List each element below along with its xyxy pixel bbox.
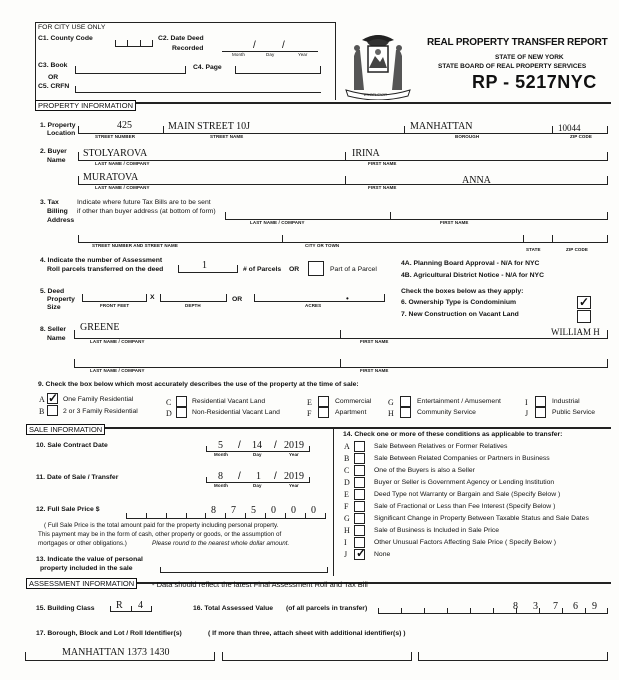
tax-city-caption: CITY OR TOWN: [305, 243, 340, 248]
cond-letter-h: H: [344, 526, 350, 535]
use-letter-j: J: [525, 409, 529, 418]
street-name-caption: STREET NAME: [210, 134, 244, 139]
tax-note-2: if other than buyer address (at bottom of form): [77, 208, 216, 215]
front-feet-caption: FRONT FEET: [100, 303, 130, 308]
form-number: RP - 5217NYC: [472, 72, 597, 92]
use-i-text: Industrial: [552, 398, 580, 405]
assessed-digit-2[interactable]: 3: [533, 601, 538, 612]
buyer1-first-name[interactable]: IRINA: [352, 148, 380, 159]
board-name: STATE BOARD OF REAL PROPERTY SERVICES: [438, 63, 587, 70]
street-number-caption: STREET NUMBER: [95, 134, 136, 139]
price-digit-3[interactable]: 5: [251, 505, 256, 516]
use-j-text: Public Service: [552, 409, 596, 416]
c2-year: Year: [298, 52, 308, 57]
acres-caption: ACRES: [305, 303, 322, 308]
price-digit-2[interactable]: 7: [231, 505, 236, 516]
cond-letter-f: F: [344, 502, 349, 511]
cond-letter-b: B: [344, 454, 350, 463]
assessed-digit-3[interactable]: 7: [553, 601, 558, 612]
tax-state-caption: STATE: [526, 247, 541, 252]
item-17-note: ( If more than three, attach sheet with additional identifier(s) ): [208, 630, 406, 637]
c2-label: C2. Date Deed: [158, 35, 204, 42]
x-text: X: [150, 294, 155, 301]
use-f-text: Apartment: [335, 409, 367, 416]
price-digit-5[interactable]: 0: [291, 505, 296, 516]
item-6: 6. Ownership Type is Condominium: [401, 299, 517, 306]
tax-last-caption: LAST NAME / COMPANY: [250, 220, 305, 225]
price-note-4: Please round to the nearest whole dollar amount.: [152, 540, 290, 547]
seal-motto: EXCELSIOR: [364, 92, 387, 97]
cond-letter-c: C: [344, 466, 350, 475]
buyer2-last-caption: LAST NAME / COMPANY: [95, 185, 150, 190]
price-digit-1[interactable]: 8: [211, 505, 216, 516]
acres-dot: •: [346, 294, 349, 303]
use-letter-g: G: [388, 398, 394, 407]
cond-j-text: None: [374, 551, 391, 558]
buyer1-last-caption: LAST NAME / COMPANY: [95, 161, 150, 166]
item-7: 7. New Construction on Vacant Land: [401, 311, 519, 318]
c5-label: C5. CRFN: [38, 83, 70, 90]
assessed-digit-4[interactable]: 6: [573, 601, 578, 612]
tax-label-2: Billing: [47, 208, 68, 215]
use-e-text: Commercial: [335, 398, 372, 405]
tax-note-1: Indicate where future Tax Bills are to be sent: [77, 199, 211, 206]
property-info-title: PROPERTY INFORMATION: [35, 100, 136, 111]
contract-month-caption: Month: [214, 452, 228, 457]
cond-e-checkbox[interactable]: [354, 489, 365, 500]
assess-label: 4. Indicate the number of Assessment: [40, 257, 163, 264]
use-letter-d: D: [166, 409, 172, 418]
or-label: OR: [48, 74, 59, 81]
state-name: STATE OF NEW YORK: [495, 54, 564, 61]
borough-caption: BOROUGH: [455, 134, 480, 139]
tax-label: 3. Tax: [40, 199, 59, 206]
personal-label-2: property included in the sale: [40, 565, 133, 572]
price-digit-6[interactable]: 0: [311, 505, 316, 516]
building-class-1[interactable]: R: [116, 600, 123, 611]
buyer2-first-name[interactable]: ANNA: [462, 175, 491, 186]
seller-first-caption: FIRST NAME: [360, 339, 389, 344]
cond-g-checkbox[interactable]: [354, 513, 365, 524]
cond-h-checkbox[interactable]: [354, 525, 365, 536]
slash-2: /: [282, 40, 285, 51]
street-number[interactable]: 425: [117, 120, 132, 131]
use-d-text: Non-Residential Vacant Land: [192, 409, 280, 416]
transfer-month[interactable]: 8: [218, 471, 223, 482]
deed-label-2: Property: [47, 296, 75, 303]
use-a-check-icon: ✓: [48, 391, 59, 405]
tax-label-3: Address: [47, 217, 75, 224]
cond-c-checkbox[interactable]: [354, 465, 365, 476]
use-i-checkbox[interactable]: [535, 396, 546, 407]
note-4a: 4A. Planning Board Approval - N/A for NYC: [401, 260, 540, 267]
cond-letter-g: G: [344, 514, 350, 523]
zip-caption: ZIP CODE: [570, 134, 592, 139]
assessed-digit-5[interactable]: 9: [592, 601, 597, 612]
c4-label: C4. Page: [193, 64, 222, 71]
use-e-checkbox[interactable]: [318, 396, 329, 407]
seller-label: 8. Seller: [40, 326, 67, 333]
use-letter-e: E: [307, 398, 312, 407]
cond-a-checkbox[interactable]: [354, 441, 365, 452]
assess-label-2: Roll parcels transferred on the deed: [47, 266, 164, 273]
cond-letter-j: J: [344, 550, 348, 559]
contract-year[interactable]: 2019: [284, 440, 304, 451]
cond-f-checkbox[interactable]: [354, 501, 365, 512]
buyer-label-2: Name: [47, 157, 66, 164]
city-use-only: FOR CITY USE ONLY: [38, 24, 106, 31]
cond-letter-e: E: [344, 490, 349, 499]
buyer-label: 2. Buyer: [40, 148, 67, 155]
use-letter-c: C: [166, 398, 172, 407]
tax-street-caption: STREET NUMBER AND STREET NAME: [92, 243, 178, 248]
building-class-label: 15. Building Class: [36, 605, 95, 612]
transfer-month-caption: Month: [214, 483, 228, 488]
cond-letter-i: I: [344, 538, 347, 547]
depth-caption: DEPTH: [185, 303, 201, 308]
cond-b-text: Sale Between Related Companies or Partners in Business: [374, 455, 550, 462]
use-f-checkbox[interactable]: [318, 407, 329, 418]
contract-month[interactable]: 5: [218, 440, 223, 451]
transfer-year-caption: Year: [289, 483, 299, 488]
cond-j-check-icon: ✓: [356, 546, 367, 560]
tax-first-caption: FIRST NAME: [440, 220, 469, 225]
cond-d-text: Buyer or Seller is Government Agency or Lending Institution: [374, 479, 555, 486]
use-letter-f: F: [307, 409, 312, 418]
use-b-text: 2 or 3 Family Residential: [63, 408, 138, 415]
part-parcel-checkbox[interactable]: [308, 261, 324, 276]
price-note-1: ( Full Sale Price is the total amount paid for the property including personal property.: [44, 522, 279, 529]
use-d-checkbox[interactable]: [176, 407, 187, 418]
use-letter-a: A: [39, 395, 45, 404]
rp-5217nyc-form: FOR CITY USE ONLY C1. County Code C2. Date Deed Recorded Month Day Year / / C3. Book C4. Page OR C5. CRFN EXCELSIOR REAL PROPERTY TRANSFER REPORT STATE OF NEW YORK STATE BOARD OF REAL PROPERTY SERVICES RP - 5217NYC PROPERTY INFORMATION 1. Property Location 425 MAIN STREET 10J MANHATTAN 10044 STREET NUMBER STREET NAME BOROUGH ZIP CODE 2. Buyer Name STOLYAROVA IRINA LAST NAME / COMPANY FIRST NAME MURATOVA ANNA LAST NAME / COMPANY FIRST NAME 3. Tax Billing Address Indicate where future Tax Bills are to be sent if other than buyer address (at bottom of form) LAST NAME / COMPANY FIRST NAME STREET NUMBER AND STREET NAME CITY OR TOWN STATE ZIP CODE 4. Indicate the number of Assessment Roll parcels transferred on the deed 1 # of Parcels OR Part of a Parcel 4A. Planning Board Approval - N/A for NYC 4B. Agricultural District Notice - N/A for NYC 5. Deed Property Size X OR • FRONT FEET DEPTH ACRES Check the boxes below as they apply: 6. Ownership Type is Condominium 7. New Construction on Vacant Land ✓ 8. Seller Name GREENE WILLIAM H LAST NAME / COMPANY FIRST NAME LAST NAME / COMPANY FIRST NAME 9. Check the box below which most accurately describes the use of the property at the time of sale: A ✓ One Family Residential B 2 or 3 Family Residential C Residential Vacant Land D Non-Residential Vacant Land E Commercial F Apartment G Entertainment / Amusement H Community Service I Industrial J Public Service SALE INFORMATION 10. Sale Contract Date 5 / 14 / 2019 Month Day Year 11. Date of Sale / Transfer 8 / 1 / 2019 Month Day Year 12. Full Sale Price $ 8 7 5 0 0 0 ( Full Sale Price is the total amount paid for the property including personal property. This payment may be in the form of cash, other property or goods, or the assumption of mortgages or other obligations.) Please round to the nearest whole dollar amount. 13. Indicate the value of personal property included in the sale 14. Check one or more of these conditions as applicable to transfer: A Sale Between Relatives or Former Relatives B Sale Between Related Companies or Partners in Business C One of the Buyers is also a Seller D Buyer or Seller is Government Agency or Lending Institution E Deed Type not Warranty or Bargain and Sale (Specify Below ) F Sale of Fractional or Less than Fee Interest (Specify Below ) G Significant Change in Property Between Taxable Status and Sale Dates H Sale of Business is Included in Sale Price I Other Unusual Factors Affecting Sale Price ( Specify Below ) J ✓ None ASSESSMENT INFORMATION - Data should reflect the latest Final Assessment Roll and Tax Bill 15. Building Class R 4 16. Total Assessed Value (of all parcels in transfer) 8 3 7 6 9 17. Borough, Block and Lot / Roll Identifier(s) ( If more than three, attach sheet with additional identifier(s) ) MANHATTAN 1373 1430: [0, 0, 619, 680]
c2-label-2: Recorded: [172, 45, 204, 52]
buyer1-last-name[interactable]: STOLYAROVA: [83, 148, 148, 159]
cond-d-checkbox[interactable]: [354, 477, 365, 488]
seller2-first-caption: FIRST NAME: [360, 368, 389, 373]
use-letter-i: I: [525, 398, 528, 407]
use-g-checkbox[interactable]: [400, 396, 411, 407]
borough[interactable]: MANHATTAN: [410, 121, 473, 132]
item-17: 17. Borough, Block and Lot / Roll Identifier(s): [36, 630, 182, 637]
assessed-value-label-2: (of all parcels in transfer): [286, 605, 368, 612]
c3-label: C3. Book: [38, 62, 68, 69]
ny-state-seal-icon: [342, 30, 414, 100]
cond-a-text: Sale Between Relatives or Former Relatives: [374, 443, 508, 450]
assessment-note: - Data should reflect the latest Final Assessment Roll and Tax Bill: [152, 580, 368, 589]
street-name[interactable]: MAIN STREET 10J: [168, 121, 251, 132]
use-a-text: One Family Residential: [63, 396, 134, 403]
use-c-text: Residential Vacant Land: [192, 398, 266, 405]
property-label: 1. Property: [40, 122, 76, 129]
cond-b-checkbox[interactable]: [354, 453, 365, 464]
buyer2-first-caption: FIRST NAME: [368, 185, 397, 190]
building-class-2[interactable]: 4: [138, 600, 143, 611]
seller-label-2: Name: [47, 335, 66, 342]
zip-code[interactable]: 10044: [558, 123, 581, 133]
cond-h-text: Sale of Business is Included in Sale Price: [374, 527, 500, 534]
or-text-2: OR: [232, 296, 243, 303]
check-boxes-title: Check the boxes below as they apply:: [401, 288, 524, 295]
use-h-checkbox[interactable]: [400, 407, 411, 418]
bbl-1[interactable]: MANHATTAN 1373 1430: [62, 647, 170, 658]
sale-info-title: SALE INFORMATION: [26, 424, 105, 435]
use-g-text: Entertainment / Amusement: [417, 398, 501, 405]
seller-last-caption: LAST NAME / COMPANY: [90, 339, 145, 344]
part-parcel-text: Part of a Parcel: [330, 266, 377, 273]
transfer-day-caption: Day: [253, 483, 262, 488]
contract-day-caption: Day: [253, 452, 262, 457]
use-h-text: Community Service: [417, 409, 476, 416]
c2-month: Month: [232, 52, 246, 57]
deed-label: 5. Deed: [40, 288, 65, 295]
personal-label: 13. Indicate the value of personal: [36, 556, 143, 563]
assessed-value-label: 16. Total Assessed Value: [193, 605, 274, 612]
condominium-check-icon: ✓: [579, 295, 590, 309]
use-letter-b: B: [39, 407, 45, 416]
price-note-2: This payment may be in the form of cash, other property or goods, or the assumption of: [38, 531, 282, 538]
report-title: REAL PROPERTY TRANSFER REPORT: [427, 37, 608, 48]
c1-label: C1. County Code: [38, 35, 93, 42]
cond-f-text: Sale of Fractional or Less than Fee Interest (Specify Below ): [374, 503, 556, 510]
assessed-digit-1[interactable]: 8: [513, 601, 518, 612]
price-note-3: mortgages or other obligations.): [38, 540, 127, 547]
item-9: 9. Check the box below which most accurately describes the use of the property at the time of sale:: [38, 381, 359, 388]
transfer-label: 11. Date of Sale / Transfer: [36, 474, 119, 481]
item-14: 14. Check one or more of these conditions as applicable to transfer:: [343, 431, 563, 438]
seller2-last-caption: LAST NAME / COMPANY: [90, 368, 145, 373]
cond-i-text: Other Unusual Factors Affecting Sale Price ( Specify Below ): [374, 539, 556, 546]
slash-1: /: [253, 40, 256, 51]
c2-day: Day: [266, 52, 275, 57]
assessment-title: ASSESSMENT INFORMATION: [26, 578, 137, 589]
cond-letter-a: A: [344, 442, 350, 451]
price-label: 12. Full Sale Price $: [36, 506, 100, 513]
parcels-text: # of Parcels: [243, 266, 282, 273]
property-label-2: Location: [47, 130, 76, 137]
tax-zip-caption: ZIP CODE: [566, 247, 588, 252]
contract-label: 10. Sale Contract Date: [36, 442, 108, 449]
or-text: OR: [289, 266, 300, 273]
deed-label-3: Size: [47, 304, 61, 311]
seller-first-name[interactable]: WILLIAM H: [551, 327, 600, 337]
new-construction-checkbox[interactable]: [577, 310, 591, 323]
note-4b: 4B. Agricultural District Notice - N/A for NYC: [401, 272, 545, 279]
use-c-checkbox[interactable]: [176, 396, 187, 407]
buyer2-last-name[interactable]: MURATOVA: [83, 172, 139, 183]
contract-day[interactable]: 14: [252, 440, 262, 451]
use-b-checkbox[interactable]: [47, 405, 58, 416]
num-parcels[interactable]: 1: [202, 260, 207, 271]
transfer-year[interactable]: 2019: [284, 471, 304, 482]
transfer-day[interactable]: 1: [256, 471, 261, 482]
cond-g-text: Significant Change in Property Between Taxable Status and Sale Dates: [374, 515, 589, 522]
contract-year-caption: Year: [289, 452, 299, 457]
cond-letter-d: D: [344, 478, 350, 487]
buyer1-first-caption: FIRST NAME: [368, 161, 397, 166]
price-digit-4[interactable]: 0: [271, 505, 276, 516]
cond-c-text: One of the Buyers is also a Seller: [374, 467, 475, 474]
seller-last-name[interactable]: GREENE: [80, 322, 120, 333]
cond-e-text: Deed Type not Warranty or Bargain and Sale (Specify Below ): [374, 491, 561, 498]
use-letter-h: H: [388, 409, 394, 418]
use-j-checkbox[interactable]: [535, 407, 546, 418]
